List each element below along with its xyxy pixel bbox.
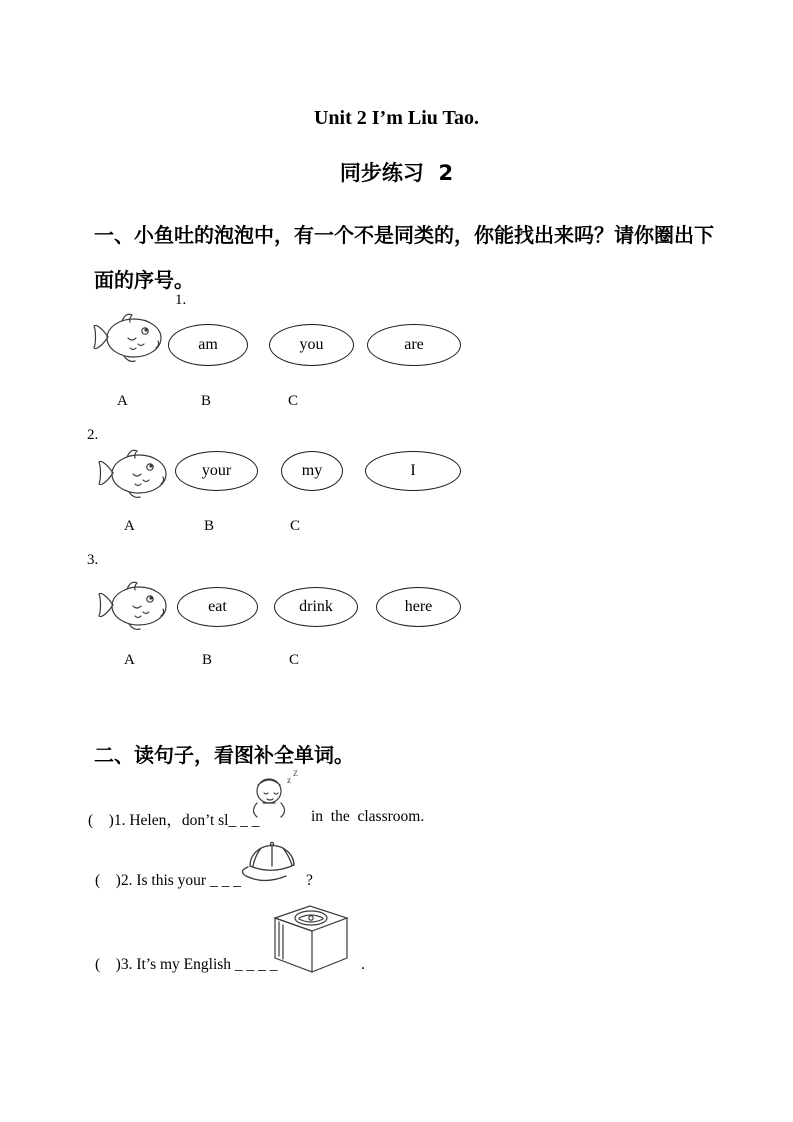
bubble-word: here (376, 587, 461, 627)
bubble-word: you (269, 324, 354, 366)
bubble-word: your (175, 451, 258, 491)
fish-icon (97, 578, 171, 632)
bubble-word: drink (274, 587, 358, 627)
fish-icon (97, 446, 171, 500)
sentence-before: ( )3. It’s my English _ _ _ _ (95, 956, 278, 973)
bubble-word: am (168, 324, 248, 366)
svg-text:Z: Z (293, 769, 298, 778)
option-label: C (288, 393, 299, 409)
cap-icon (236, 836, 304, 886)
sentence-after: ? (306, 872, 313, 889)
bubble-word: my (281, 451, 343, 491)
worksheet-subtitle: 同步练习 2 (339, 161, 454, 185)
question-number: 3. (87, 552, 99, 568)
bubble-word: I (365, 451, 461, 491)
option-label: C (289, 652, 300, 668)
sentence-before: ( )2. Is this your _ _ _ (95, 872, 241, 889)
section-two-heading: 二、读句子，看图补全单词。 (94, 743, 354, 767)
sentence-after: . (361, 956, 365, 973)
question-number: 1. (175, 292, 187, 308)
worksheet-title: Unit 2 I’m Liu Tao. (313, 107, 480, 129)
option-label: A (124, 518, 135, 534)
sentence-after: in the classroom. (311, 808, 425, 825)
bubble-word: are (367, 324, 461, 366)
option-label: B (204, 518, 215, 534)
sentence-before: ( )1. Helen，don’t sl_ _ _ (88, 812, 260, 829)
option-label: B (201, 393, 212, 409)
option-label: B (202, 652, 213, 668)
option-label: A (117, 393, 128, 409)
bubble-word: eat (177, 587, 258, 627)
svg-text:z: z (287, 775, 291, 785)
question-number: 2. (87, 427, 99, 443)
option-label: A (124, 652, 135, 668)
section-one-heading: 一、小鱼吐的泡泡中，有一个不是同类的，你能找出来吗？请你圈出下面的序号。 (94, 223, 714, 292)
option-label: C (290, 518, 301, 534)
fish-icon (92, 310, 166, 364)
